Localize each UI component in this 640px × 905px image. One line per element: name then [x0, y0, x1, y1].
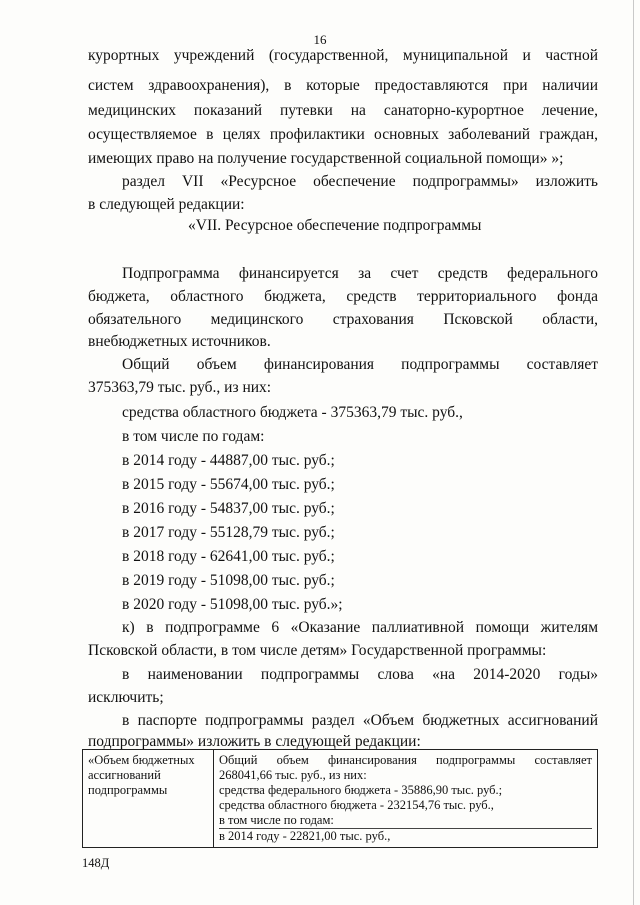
table-label-line: ассигнований: [88, 768, 161, 782]
budget-allocation-table: [82, 749, 598, 848]
text-line: бюджета, областного бюджета, средств территориального фонда: [88, 288, 598, 305]
text-line: внебюджетных источников.: [88, 333, 271, 350]
table-row: [83, 750, 598, 848]
year-line: в 2017 году - 55128,79 тыс. руб.;: [122, 524, 335, 541]
text-line: систем здравоохранения), в которые предоставляются при наличии: [88, 77, 598, 94]
text-line: медицинских показаний путевки на санаторно-курортное лечение,: [88, 102, 598, 119]
year-line: в 2015 году - 55674,00 тыс. руб.;: [122, 476, 335, 493]
table-content-line: Общий объем финансирования подпрограммы составляет: [219, 753, 592, 767]
table-content-line: средства федерального бюджета - 35886,90 тыс. руб.;: [219, 783, 503, 797]
text-line: раздел VII «Ресурсное обеспечение подпрограммы» изложить: [122, 173, 598, 190]
table-content-cell: [214, 750, 598, 848]
year-line: в 2020 году - 51098,00 тыс. руб.»;: [122, 596, 343, 613]
table-label-cell: [83, 750, 214, 848]
text-line: осуществляемое в целях профилактики основных заболеваний граждан,: [88, 126, 598, 143]
year-line: в 2019 году - 51098,00 тыс. руб.;: [122, 572, 335, 589]
table-content-line: в 2014 году - 22821,00 тыс. руб.,: [219, 829, 391, 843]
year-line: в 2016 году - 54837,00 тыс. руб.;: [122, 500, 335, 517]
table-label-line: «Объем бюджетных: [88, 753, 195, 767]
page-number: 16: [313, 32, 327, 47]
text-line: к) в подпрограмме 6 «Оказание паллиативной помощи жителям: [122, 619, 598, 636]
text-line: Подпрограмма финансируется за счет средств федерального: [122, 265, 598, 282]
text-line: подпрограммы» изложить в следующей редакции:: [88, 733, 421, 750]
text-line: средства областного бюджета - 375363,79 тыс. руб.,: [122, 404, 463, 421]
text-line: 375363,79 тыс. руб., из них:: [88, 379, 272, 396]
section-heading: «VII. Ресурсное обеспечение подпрограммы: [188, 217, 482, 234]
text-line: в следующей редакции:: [88, 196, 245, 213]
text-line: имеющих право на получение государственной социальной помощи» »;: [88, 150, 564, 167]
table-content-line: средства областного бюджета - 232154,76 тыс. руб.,: [219, 798, 494, 812]
text-line: курортных учреждений (государственной, муниципальной и частной: [88, 47, 598, 64]
year-line: в 2018 году - 62641,00 тыс. руб.;: [122, 548, 335, 565]
table-label-line: подпрограммы: [88, 783, 168, 797]
text-line: Общий объем финансирования подпрограммы составляет: [122, 356, 598, 373]
text-line: в наименовании подпрограммы слова «на 2014-2020 годы»: [122, 666, 598, 683]
text-line: исключить;: [88, 689, 164, 706]
text-line: в паспорте подпрограммы раздел «Объем бюджетных ассигнований: [122, 712, 598, 729]
table-content-line: 268041,66 тыс. руб., из них:: [219, 768, 367, 782]
page-edge: [633, 0, 634, 905]
text-line: обязательного медицинского страхования Псковской области,: [88, 311, 598, 328]
text-line: в том числе по годам:: [122, 428, 265, 445]
text-line: Псковской области, в том числе детям» Государственной программы:: [88, 642, 547, 659]
year-line: в 2014 году - 44887,00 тыс. руб.;: [122, 452, 335, 469]
footer-code: 148Д: [82, 856, 110, 870]
table-content-line: в том числе по годам:: [219, 813, 334, 827]
